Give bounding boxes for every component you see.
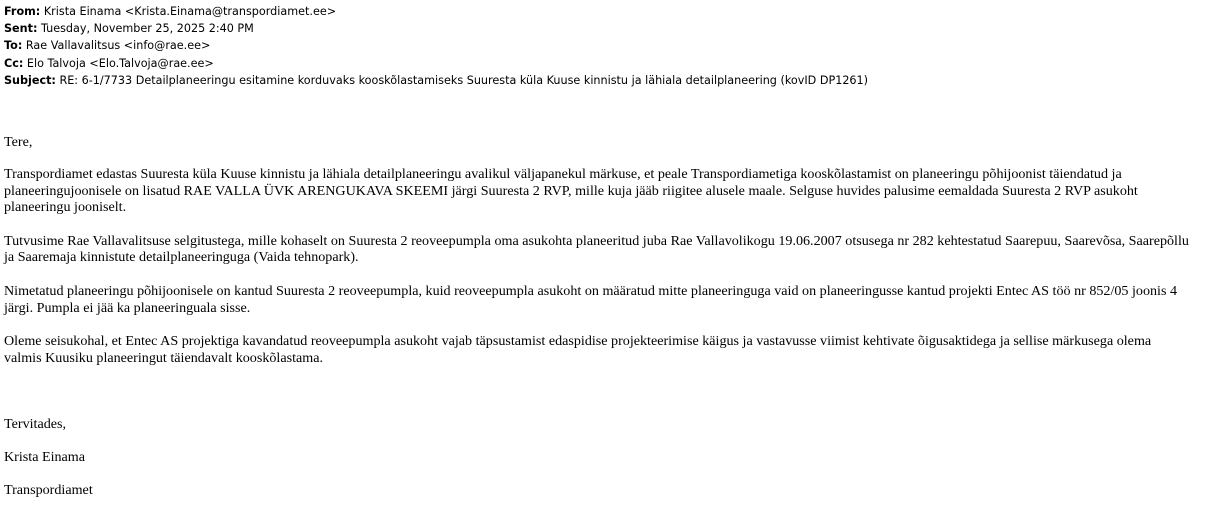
paragraph-1-line-3: planeeringu jooniselt. [4, 199, 127, 216]
subject-row [4, 72, 868, 89]
sent-label: Sent: [4, 22, 38, 36]
sent-row [4, 20, 868, 37]
paragraph-3 [4, 283, 1216, 317]
paragraph-1-line-1: Transpordiamet edastas Suuresta küla Kuuse kinnistu ja lähiala detailplaneeringu avalikul väljapanekul märkuse, et peale Transpordiametiga kooskõlastamist on planeeringu põhijoonist täiendatud ja [4, 165, 1122, 182]
greeting: Tere, [4, 134, 33, 150]
to-row [4, 37, 868, 54]
email-header [4, 3, 868, 89]
paragraph-2-line-2: ja Saaremaja kinnistute detailplaneeringuga (Vaida tehnopark). [4, 249, 359, 266]
sender-name: Krista Einama [4, 448, 86, 465]
sent-value: Tuesday, November 25, 2025 2:40 PM [41, 22, 254, 36]
to-label: To: [4, 39, 23, 53]
paragraph-1-line-2: planeeringujoonisele on lisatud RAE VALLA ÜVK ARENGUKAVA SKEEMI järgi Suuresta 2 RVP, mille kuja jääb riigitee alusele maale. Selguse huvides palusime eemaldada Suuresta 2 RVP asukoht [4, 182, 1138, 199]
subject-value: RE: 6-1/7733 Detailplaneeringu esitamine korduvaks kooskõlastamiseks Suuresta küla Kuuse kinnistu ja lähiala detailplaneering (kovID DP1261) [59, 73, 869, 87]
paragraph-4 [4, 333, 1216, 367]
paragraph-2 [4, 233, 1216, 267]
from-label: From: [4, 5, 41, 18]
sender-organization: Transpordiamet [4, 481, 93, 498]
paragraph-4-line-2: valmis Kuusiku planeeringut täiendavalt kooskõlastama. [4, 349, 323, 366]
from-row [4, 3, 868, 20]
paragraph-3-line-2: järgi. Pumpla ei jää ka planeeringuala sisse. [4, 299, 251, 316]
subject-label: Subject: [4, 73, 56, 87]
paragraph-1 [4, 166, 1216, 216]
paragraph-4-line-1: Oleme seisukohal, et Entec AS projektiga kavandatud reoveepumpla asukoht vajab täpsustamist edaspidise projekteerimise käigus ja vastavusse viimist kehtivate õigusaktidega ja sellise märkusega olema [4, 332, 1152, 349]
cc-label: Cc: [4, 56, 24, 70]
paragraph-2-line-1: Tutvusime Rae Vallavalitsuse selgitustega, mille kohaselt on Suuresta 2 reoveepumpla oma asukohta planeeritud juba Rae Vallavolikogu 19.06.2007 otsusega nr 282 kehtestatud Saarepuu, Saarevõsa, Saarepõllu [4, 232, 1189, 249]
cc-value: Elo Talvoja <Elo.Talvoja@rae.ee> [26, 56, 214, 70]
closing: Tervitades, [4, 415, 67, 432]
from-value: Krista Einama <Krista.Einama@transpordiamet.ee> [43, 5, 337, 18]
to-value: Rae Vallavalitsus <info@rae.ee> [25, 39, 211, 53]
paragraph-3-line-1: Nimetatud planeeringu põhijoonisele on kantud Suuresta 2 reoveepumpla, kuid reoveepumpla asukoht on määratud mitte planeeringuga vaid on planeeringusse kantud projekti Entec AS töö nr 852/05 joonis 4 [4, 282, 1178, 299]
spacer [4, 383, 1216, 416]
email-body [4, 134, 1216, 514]
cc-row [4, 55, 868, 72]
